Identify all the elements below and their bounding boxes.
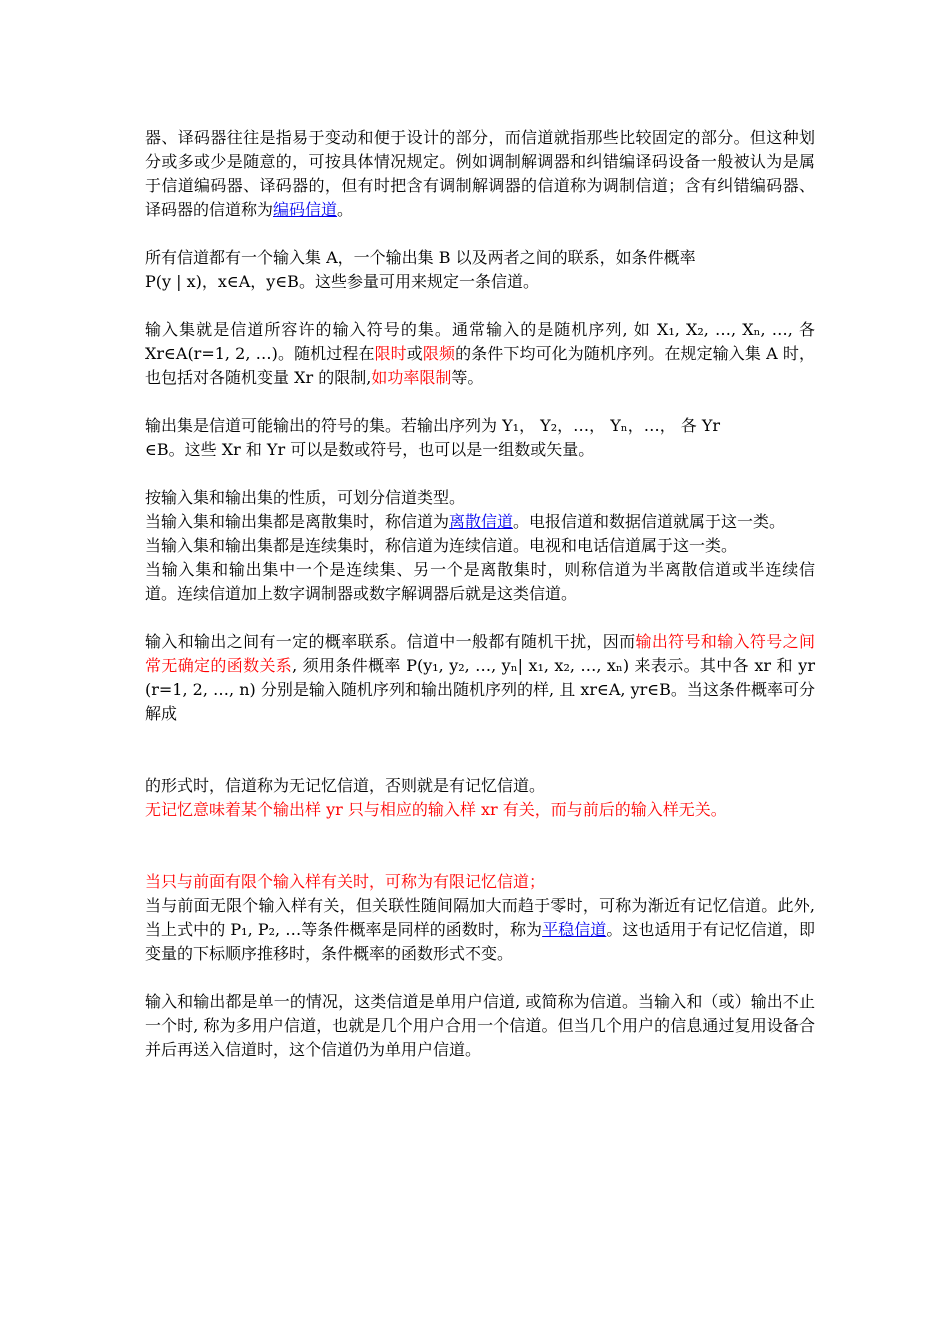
- highlight-no-deterministic-function: 输出符号和输入符号之间常无确定的函数关系: [145, 632, 815, 675]
- document-body: [145, 126, 815, 1062]
- paragraph-probability-relation: [145, 630, 815, 726]
- paragraph-channel-types-intro: 按输入集和输出集的性质，可划分信道类型。: [145, 488, 466, 507]
- paragraph-semi-discrete-channel: 当输入集和输出集中一个是连续集、另一个是离散集时，则称信道为半离散信道或半连续信道。连续信道加上数字调制器或数字解调器后就是这类信道。: [145, 560, 815, 603]
- text: 的条件下均可化为随机序列。在规定输入集 A 时，也包括对各随机变量 Xr 的限制,: [145, 344, 815, 387]
- paragraph-finite-memory: 当只与前面有限个输入样有关时，可称为有限记忆信道；: [145, 872, 546, 891]
- link-stationary-channel[interactable]: 平稳信道: [542, 920, 607, 939]
- paragraph-memoryless-meaning: 无记忆意味着某个输出样 yr 只与相应的输入样 xr 有关，而与前后的输入样无关。: [145, 800, 727, 819]
- text-line: ∈B。这些 Xr 和 Yr 可以是数或符号，也可以是一组数或矢量。: [145, 440, 595, 459]
- text: 。这也适用于有记忆信道，即变量的下标顺序推移时，条件概率的函数形式不变。: [145, 920, 815, 963]
- text: 当输入集和输出集都是离散集时，称信道为: [145, 512, 450, 531]
- paragraph-input-set: [145, 318, 815, 390]
- paragraph-user-channels: 输入和输出都是单一的情况，这类信道是单用户信道, 或简称为信道。当输入和（或）输出不止一个时, 称为多用户信道，也就是几个用户合用一个信道。但当几个用户的信息通过复用设备合并后再送入信道时，这个信道仍为单用户信道。: [145, 992, 815, 1059]
- paragraph-channel-definition: [145, 246, 815, 294]
- text-line: 所有信道都有一个输入集 A，一个输出集 B 以及两者之间的联系，如条件概率: [145, 248, 696, 267]
- text: 。: [337, 200, 354, 219]
- text: 输入集就是信道所容许的输入符号的集。通常输入的是随机序列, 如 X₁, X₂, …, Xₙ, …, 各 Xr∈A(r=1, 2, …)。随机过程在: [145, 320, 815, 363]
- paragraph-memoryless: 的形式时，信道称为无记忆信道，否则就是有记忆信道。: [145, 776, 546, 795]
- text: 当与前面无限个输入样有关，但关联性随间隔加大而趋于零时，可称为渐近有记忆信道。此外, 当上式中的 P₁, P₂, …等条件概率是同样的函数时，称为: [145, 896, 815, 939]
- text: 或: [406, 344, 423, 363]
- link-discrete-channel[interactable]: 离散信道: [449, 512, 514, 531]
- text: , 须用条件概率 P(y₁, y₂, …, yₙ| x₁, x₂, …, xₙ) 来表示。其中各 xr 和 yr (r=1, 2, …, n) 分别是输入随机序列和输出随机序列的样, 且 xr∈A, yr∈B。当这条件概率可分解成: [145, 656, 815, 723]
- text: 等。: [451, 368, 484, 387]
- text-line: P(y | x)，x∈A，y∈B。这些参量可用来规定一条信道。: [145, 272, 539, 291]
- highlight-band-limited: 限频: [422, 344, 456, 363]
- text: 输入和输出之间有一定的概率联系。信道中一般都有随机干扰，因而: [145, 632, 636, 651]
- paragraph-output-set: [145, 414, 815, 462]
- paragraph-discrete-channel: [145, 510, 815, 534]
- text: 器、译码器往往是指易于变动和便于设计的部分，而信道就指那些比较固定的部分。但这种划分或多或少是随意的，可按具体情况规定。例如调制解调器和纠错编译码设备一般被认为是属于信道编码器、译码器的，但有时把含有调制解调器的信道称为调制信道；含有纠错编码器、译码器的信道称为: [145, 128, 815, 219]
- link-coding-channel[interactable]: 编码信道: [273, 200, 338, 219]
- highlight-power-limit: 如功率限制: [371, 368, 452, 387]
- paragraph-continuous-channel: 当输入集和输出集都是连续集时，称信道为连续信道。电视和电话信道属于这一类。: [145, 536, 738, 555]
- highlight-time-limited: 限时: [374, 344, 407, 363]
- text: 。电报信道和数据信道就属于这一类。: [513, 512, 786, 531]
- text-line: 输出集是信道可能输出的符号的集。若输出序列为 Y₁， Y₂，…， Yₙ，…， 各 Yr: [145, 416, 721, 435]
- paragraph-channel-division: [145, 126, 815, 222]
- paragraph-stationary-channel: [145, 894, 815, 966]
